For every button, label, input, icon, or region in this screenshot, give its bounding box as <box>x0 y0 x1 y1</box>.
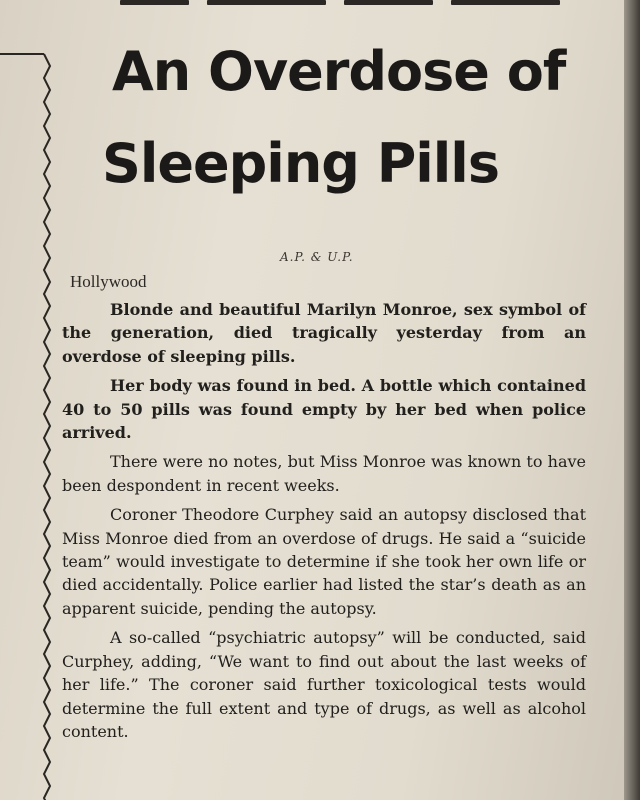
wavy-column-border <box>0 48 64 800</box>
headline-line-2: Sleeping Pills <box>102 132 499 195</box>
article-body <box>62 298 586 749</box>
wire-service-byline: A.P. & U.P. <box>280 250 354 264</box>
paragraph-3: There were no notes, but Miss Monroe was known to have been despondent in recent weeks. <box>62 452 586 495</box>
paragraph-2: Her body was found in bed. A bottle which contained 40 to 50 pills was found empty by her bed when police arrived. <box>62 376 586 443</box>
headline-line-1: An Overdose of <box>112 40 566 103</box>
paragraph-5: A so-called “psychiatric autopsy” will be conducted, said Curphey, adding, “We want to find out about the last weeks of her life.” The coroner said further toxicological tests would determine the full extent and type of drugs, as well as alcohol content. <box>62 628 586 741</box>
previous-headline-fragment <box>120 0 560 6</box>
page-edge-shadow <box>624 0 640 800</box>
dateline: Hollywood <box>70 272 147 291</box>
paragraph-1: Blonde and beautiful Marilyn Monroe, sex symbol of the generation, died tragically yesterday from an overdose of sleeping pills. <box>62 300 586 366</box>
paragraph-4: Coroner Theodore Curphey said an autopsy disclosed that Miss Monroe died from an overdose of drugs. He said a “suicide team” would investigate to determine if she took her own life or died accidentally. Police earlier had listed the star’s death as an apparent suicide, pending the autopsy. <box>62 505 586 618</box>
